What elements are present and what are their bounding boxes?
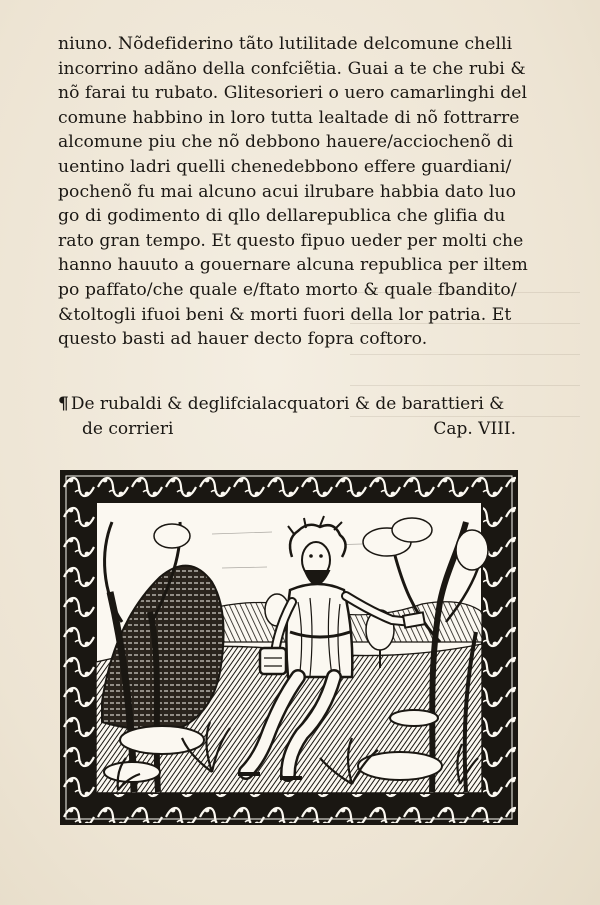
text-line: incorrino adãno della confciẽtia. Guai a te che rubi & (58, 58, 526, 79)
text-line: pochenõ fu mai alcuno acui ilrubare habbia dato luo (58, 181, 517, 202)
scene (96, 502, 488, 793)
text-line: uentino ladri quelli chenedebbono effere guardiani/ (58, 156, 512, 177)
text-line: comune habbino in loro tutta lealtade di nõ fottrarre (58, 107, 520, 128)
text-line: questo basti ad hauer decto fopra coftoro. (58, 329, 428, 350)
pilcrow-mark: ¶ (58, 394, 69, 414)
text-line: rato gran tempo. Et questo fipuo ueder per molti che (58, 230, 524, 251)
text-line: go di godimento di qllo dellarepublica che glifia du (58, 206, 506, 227)
text-line: &toltogli ifuoi beni & morti fuori della lor patria. Et (58, 304, 512, 325)
chapter-title-line1: De rubaldi & deglifcialacquatori & de barattieri & (70, 394, 505, 414)
chapter-heading (58, 392, 516, 442)
text-line: nõ farai tu rubato. Glitesorieri o uero camarlinghi del (58, 83, 528, 104)
text-line: po paffato/che quale e/ftato morto & quale fbandito/ (58, 279, 517, 300)
text-line: niuno. Nõdefiderino tãto lutilitade delcomune chelli (58, 34, 513, 54)
woodcut-illustration (60, 470, 518, 825)
chapter-label: Cap. VIII. (433, 419, 516, 439)
chapter-title-line2: de corrieri (82, 419, 174, 439)
text-line: alcomune piu che nõ debbono hauere/acciochenõ di (58, 132, 514, 153)
body-text (58, 32, 528, 352)
text-line: hanno hauuto a gouernare alcuna republica per iltem (58, 255, 528, 276)
